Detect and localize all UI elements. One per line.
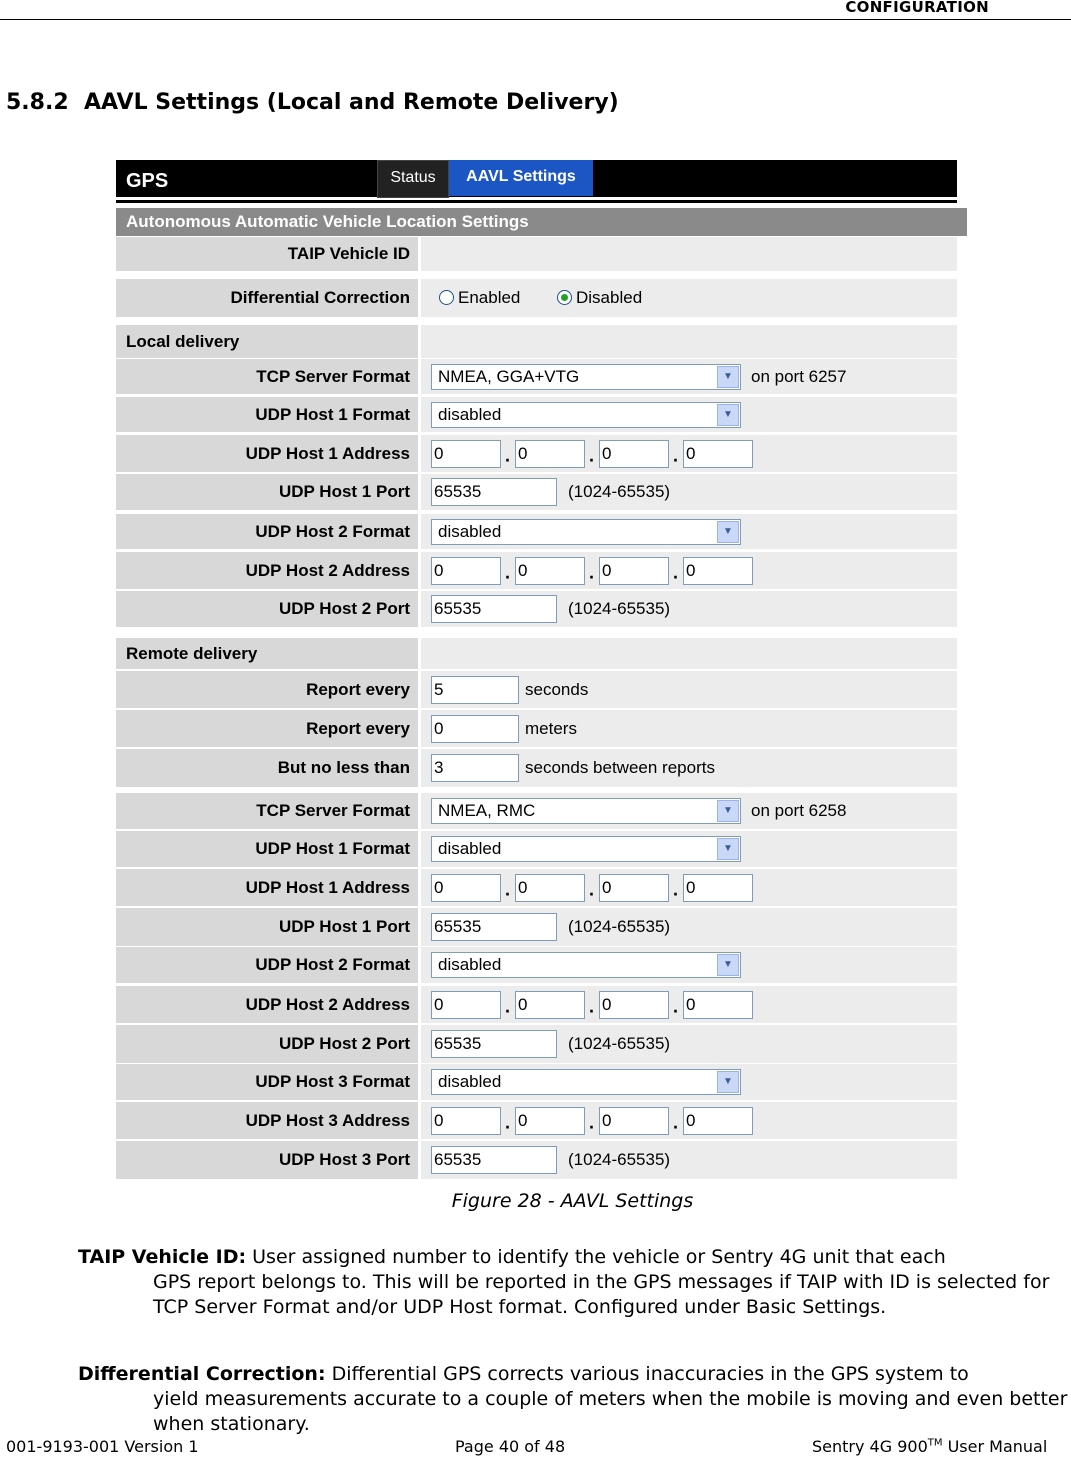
section-heading — [6, 90, 619, 115]
paragraph-differential-cont: yield measurements accurate to a couple of meters when the mobile is moving and even better when stationary. — [153, 1388, 1068, 1435]
row-label — [116, 749, 418, 787]
row-label — [116, 435, 418, 472]
section-number: 5.8.2 — [6, 90, 69, 115]
chevron-down-icon: ▼ — [717, 954, 739, 976]
ip-dot: . — [589, 445, 595, 466]
row-label-text: UDP Host 1 Port — [279, 482, 410, 501]
term-taip: TAIP Vehicle ID: — [78, 1246, 247, 1268]
ip-octet-input[interactable]: 0 — [683, 874, 753, 902]
port-input[interactable]: 65535 — [431, 478, 557, 506]
radio-enabled[interactable]: Enabled — [439, 288, 520, 308]
port-input[interactable]: 65535 — [431, 595, 557, 623]
row-label — [116, 397, 418, 432]
row-label-text: UDP Host 2 Address — [245, 560, 410, 580]
ip-dot: . — [505, 1112, 511, 1133]
row-value — [421, 638, 957, 669]
radio-circle-icon — [439, 290, 454, 305]
select-value: disabled — [438, 521, 502, 541]
row-value — [421, 710, 957, 747]
row-label — [116, 908, 418, 946]
ip-octet-input[interactable]: 0 — [515, 1107, 585, 1135]
row-value — [421, 474, 957, 510]
ip-octet-input[interactable]: 0 — [431, 874, 501, 902]
row-label — [116, 1064, 418, 1100]
row-label-text: UDP Host 1 Port — [279, 917, 410, 936]
row-label — [116, 325, 418, 358]
row-label-text: UDP Host 3 Address — [245, 1110, 410, 1130]
row-label — [116, 869, 418, 906]
ip-octet-input[interactable]: 0 — [599, 1107, 669, 1135]
select-value: NMEA, RMC — [438, 801, 536, 820]
row-value — [421, 397, 957, 432]
ip-dot: . — [505, 879, 511, 900]
row-udp-format — [116, 514, 957, 549]
radio-disabled[interactable]: Disabled — [557, 288, 642, 308]
port-range: (1024-65535) — [568, 482, 671, 501]
udp-format-select[interactable] — [431, 402, 741, 428]
app-header-bar — [116, 160, 957, 197]
ip-octet-input[interactable]: 0 — [599, 557, 669, 585]
row-value — [421, 1064, 957, 1100]
ip-octet-input[interactable]: 0 — [431, 1107, 501, 1135]
row-label-text: UDP Host 2 Address — [245, 994, 410, 1014]
footer-manual: Sentry 4G 900™ User Manual — [812, 1437, 1048, 1456]
udp-format-select[interactable] — [431, 519, 741, 545]
tab-status[interactable]: Status — [377, 160, 449, 198]
footer-version: 001-9193-001 Version 1 — [6, 1437, 199, 1456]
row-value — [421, 435, 957, 472]
row-label-text: Remote delivery — [126, 643, 258, 663]
app-title: GPS — [126, 170, 169, 192]
row-label-text: Report every — [306, 718, 410, 738]
tab-aavl-settings[interactable]: AAVL Settings — [449, 160, 593, 196]
select-value: disabled — [438, 955, 502, 974]
row-udp-address — [116, 552, 957, 589]
row-udp-port — [116, 474, 957, 510]
row-value — [421, 325, 957, 358]
ip-octet-input[interactable]: 0 — [599, 440, 669, 468]
row-report-seconds — [116, 671, 957, 708]
ip-octet-input[interactable]: 0 — [515, 991, 585, 1019]
ip-dot: . — [589, 562, 595, 583]
row-udp-port — [116, 1025, 957, 1063]
row-udp-format — [116, 397, 957, 432]
chevron-down-icon: ▼ — [717, 1071, 739, 1093]
ip-octet-input[interactable]: 0 — [515, 557, 585, 585]
chevron-down-icon: ▼ — [717, 366, 739, 388]
row-label-text: UDP Host 2 Format — [255, 955, 410, 974]
row-value — [421, 749, 957, 787]
port-input[interactable]: 65535 — [431, 1146, 557, 1174]
row-value — [421, 671, 957, 708]
tcp-format-select[interactable] — [431, 364, 741, 390]
header-divider — [116, 200, 957, 203]
ip-dot: . — [673, 879, 679, 900]
row-value — [421, 793, 957, 829]
page-header — [0, 0, 1071, 20]
row-udp-port — [116, 908, 957, 946]
select-value: disabled — [438, 839, 502, 858]
udp-format-select[interactable] — [431, 952, 741, 978]
row-udp-address — [116, 869, 957, 906]
row-label — [116, 638, 418, 669]
row-label-text: UDP Host 3 Format — [255, 1072, 410, 1091]
port-range: (1024-65535) — [568, 1150, 671, 1169]
port-input[interactable]: 65535 — [431, 913, 557, 941]
ip-dot: . — [589, 1112, 595, 1133]
row-remote-tcp-format — [116, 793, 957, 829]
ip-octet-input[interactable]: 0 — [599, 874, 669, 902]
chevron-down-icon: ▼ — [717, 838, 739, 860]
row-local-tcp-format — [116, 359, 957, 394]
row-label-text: Local delivery — [126, 331, 240, 351]
chevron-down-icon: ▼ — [717, 800, 739, 822]
radio-selected-icon — [557, 290, 572, 305]
row-taip-vehicle-id — [116, 237, 957, 271]
ip-octet-input[interactable]: 0 — [683, 991, 753, 1019]
ip-octet-input[interactable]: 0 — [683, 440, 753, 468]
ip-octet-input[interactable]: 0 — [515, 874, 585, 902]
diff-label: Differential Correction — [230, 288, 410, 307]
row-value — [421, 1102, 957, 1139]
paragraph-taip: TAIP Vehicle ID: User assigned number to identify the vehicle or Sentry 4G unit that each GPS report belongs to. This will be reported in the GPS messages if TAIP with ID is selected for TCP Server Format and/or UDP Host format. Configured under Basic Settings. — [78, 1245, 1068, 1320]
ip-dot: . — [505, 445, 511, 466]
row-udp-address — [116, 435, 957, 472]
udp-format-select[interactable] — [431, 836, 741, 862]
row-value — [421, 947, 957, 983]
row-udp-address — [116, 986, 957, 1023]
unit-label: seconds — [525, 679, 589, 699]
row-label-text: UDP Host 2 Port — [279, 599, 410, 618]
row-value — [421, 591, 957, 627]
taip-label: TAIP Vehicle ID — [287, 244, 410, 263]
tcp-port-text: on port 6257 — [751, 366, 847, 386]
ip-dot: . — [673, 996, 679, 1017]
row-label — [116, 986, 418, 1023]
row-label — [116, 1141, 418, 1179]
section-title: AAVL Settings (Local and Remote Delivery) — [84, 90, 619, 115]
select-value: NMEA, GGA+VTG — [438, 366, 580, 386]
row-udp-port — [116, 1141, 957, 1179]
chevron-down-icon: ▼ — [717, 404, 739, 426]
row-udp-address — [116, 1102, 957, 1139]
row-label-text: UDP Host 2 Port — [279, 1034, 410, 1053]
ip-dot: . — [589, 996, 595, 1017]
row-label — [116, 710, 418, 747]
port-range: (1024-65535) — [568, 1034, 671, 1053]
row-label-text: UDP Host 2 Format — [255, 521, 410, 541]
row-report-meters — [116, 710, 957, 747]
unit-label: seconds between reports — [525, 758, 715, 777]
row-value — [421, 986, 957, 1023]
row-label-text: Report every — [306, 679, 410, 699]
row-value — [421, 552, 957, 589]
report-seconds-input[interactable]: 5 — [431, 676, 519, 704]
ip-octet-input[interactable]: 0 — [683, 1107, 753, 1135]
term-differential: Differential Correction: — [78, 1363, 326, 1385]
ip-dot: . — [505, 996, 511, 1017]
row-udp-format — [116, 831, 957, 867]
chevron-down-icon: ▼ — [717, 521, 739, 543]
figure-caption: Figure 28 - AAVL Settings — [451, 1190, 694, 1212]
unit-label: meters — [525, 718, 577, 738]
ip-octet-input[interactable]: 0 — [431, 557, 501, 585]
row-value — [421, 1141, 957, 1179]
tcp-port-text: on port 6258 — [751, 801, 847, 820]
row-differential-correction — [116, 279, 957, 317]
row-value — [421, 831, 957, 867]
row-label — [116, 359, 418, 394]
row-label-text: UDP Host 1 Format — [255, 839, 410, 858]
row-value — [421, 869, 957, 906]
port-range: (1024-65535) — [568, 917, 671, 936]
row-label — [116, 671, 418, 708]
row-label — [116, 552, 418, 589]
tcp-format-select[interactable] — [431, 798, 741, 824]
select-value: disabled — [438, 1072, 502, 1091]
port-range: (1024-65535) — [568, 599, 671, 618]
footer-page: Page 40 of 48 — [455, 1437, 566, 1456]
row-label — [116, 947, 418, 983]
row-label-text: UDP Host 3 Port — [279, 1150, 410, 1169]
row-label-text: UDP Host 1 Address — [245, 443, 410, 463]
ip-dot: . — [673, 562, 679, 583]
panel-title: Autonomous Automatic Vehicle Location Settings — [116, 208, 967, 236]
row-udp-format — [116, 1064, 957, 1100]
row-label — [116, 793, 418, 829]
row-local-delivery-heading — [116, 325, 957, 358]
header-title: CONFIGURATION — [845, 0, 989, 16]
row-label — [116, 1102, 418, 1139]
row-no-less-than — [116, 749, 957, 787]
row-label-text: UDP Host 1 Address — [245, 877, 410, 897]
ip-octet-input[interactable]: 0 — [431, 440, 501, 468]
paragraph-differential: Differential Correction: Differential GPS corrects various inaccuracies in the GPS system to yield measurements accurate to a couple of meters when the mobile is moving and even better when stationary. — [78, 1363, 1068, 1435]
row-label — [116, 474, 418, 510]
row-label — [116, 831, 418, 867]
row-value — [421, 359, 957, 394]
select-value: disabled — [438, 404, 502, 424]
ip-octet-input[interactable]: 0 — [431, 991, 501, 1019]
ip-octet-input[interactable]: 0 — [599, 991, 669, 1019]
udp-format-select[interactable] — [431, 1069, 741, 1095]
row-label-text: But no less than — [277, 758, 410, 777]
ip-dot: . — [505, 562, 511, 583]
report-meters-input[interactable]: 0 — [431, 715, 519, 743]
taip-vehicle-id-field[interactable] — [421, 237, 957, 271]
ip-octet-input[interactable]: 0 — [683, 557, 753, 585]
row-udp-format — [116, 947, 957, 983]
row-udp-port — [116, 591, 957, 627]
no-less-than-input[interactable]: 3 — [431, 754, 519, 782]
ip-dot: . — [673, 445, 679, 466]
ip-octet-input[interactable]: 0 — [515, 440, 585, 468]
paragraph-taip-cont: GPS report belongs to. This will be reported in the GPS messages if TAIP with ID is selected for TCP Server Format and/or UDP Host format. Configured under Basic Settings. — [153, 1271, 1050, 1318]
port-input[interactable]: 65535 — [431, 1030, 557, 1058]
row-label — [116, 1025, 418, 1063]
ip-dot: . — [589, 879, 595, 900]
row-remote-delivery-heading — [116, 638, 957, 669]
row-label — [116, 591, 418, 627]
aavl-settings-screenshot — [116, 160, 957, 1182]
row-value — [421, 1025, 957, 1063]
ip-dot: . — [673, 1112, 679, 1133]
row-value — [421, 514, 957, 549]
row-label-text: TCP Server Format — [256, 366, 410, 386]
row-label-text: UDP Host 1 Format — [255, 404, 410, 424]
row-label-text: TCP Server Format — [256, 801, 410, 820]
row-label — [116, 514, 418, 549]
row-value — [421, 908, 957, 946]
